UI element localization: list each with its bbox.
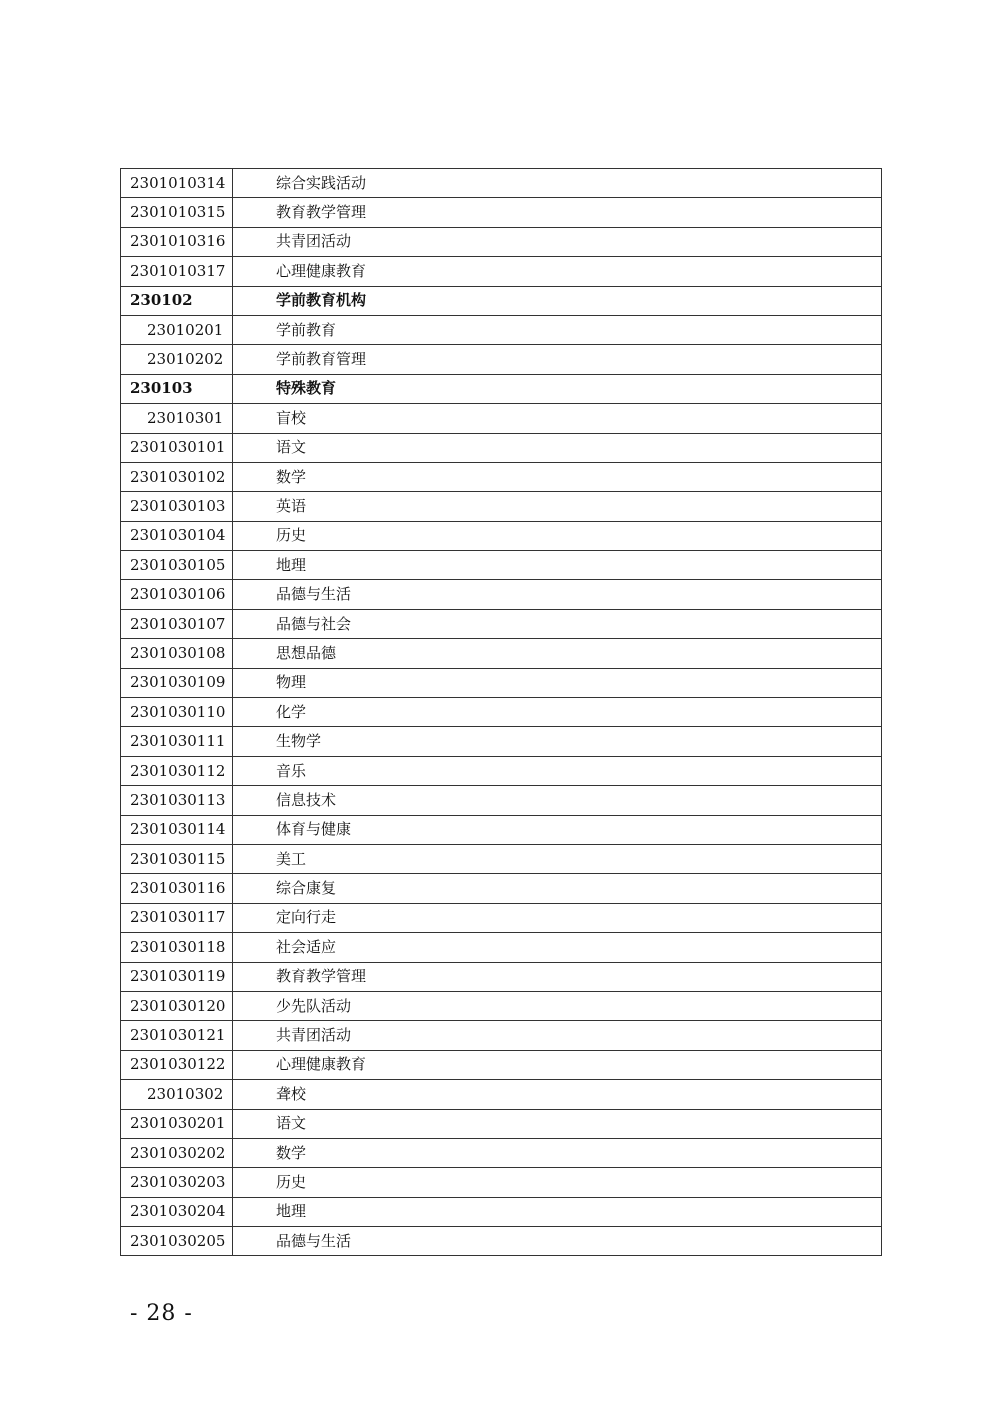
code-cell: 2301030113 <box>121 786 233 815</box>
table-row <box>121 991 882 1020</box>
table-row <box>121 315 882 344</box>
code-cell: 2301030202 <box>121 1138 233 1167</box>
table-row <box>121 1109 882 1138</box>
table-row <box>121 786 882 815</box>
code-cell: 2301030107 <box>121 609 233 638</box>
table-row <box>121 756 882 785</box>
table-row <box>121 551 882 580</box>
code-cell: 2301010314 <box>121 169 233 198</box>
name-cell: 品德与生活 <box>233 1227 882 1256</box>
name-cell: 历史 <box>233 521 882 550</box>
name-cell: 教育教学管理 <box>233 962 882 991</box>
code-cell: 230103 <box>121 374 233 403</box>
name-cell: 教育教学管理 <box>233 198 882 227</box>
table-row <box>121 198 882 227</box>
name-cell: 学前教育机构 <box>233 286 882 315</box>
name-cell: 地理 <box>233 551 882 580</box>
table-row <box>121 1138 882 1167</box>
name-cell: 信息技术 <box>233 786 882 815</box>
table-row <box>121 345 882 374</box>
name-cell: 物理 <box>233 668 882 697</box>
table-row <box>121 1197 882 1226</box>
code-cell: 23010301 <box>121 404 233 433</box>
code-cell: 2301010317 <box>121 257 233 286</box>
code-cell: 2301010316 <box>121 227 233 256</box>
name-cell: 聋校 <box>233 1080 882 1109</box>
name-cell: 地理 <box>233 1197 882 1226</box>
table-row <box>121 668 882 697</box>
name-cell: 思想品德 <box>233 639 882 668</box>
table-row <box>121 844 882 873</box>
name-cell: 学前教育管理 <box>233 345 882 374</box>
table-row <box>121 1021 882 1050</box>
code-cell: 2301030204 <box>121 1197 233 1226</box>
table-row <box>121 962 882 991</box>
page-number: - 28 - <box>130 1301 193 1326</box>
table-row <box>121 1227 882 1256</box>
name-cell: 心理健康教育 <box>233 257 882 286</box>
code-cell: 2301030110 <box>121 698 233 727</box>
code-cell: 230102 <box>121 286 233 315</box>
name-cell: 语文 <box>233 433 882 462</box>
name-cell: 学前教育 <box>233 315 882 344</box>
table-row <box>121 374 882 403</box>
code-cell: 2301030102 <box>121 462 233 491</box>
table-row <box>121 227 882 256</box>
table-row <box>121 1080 882 1109</box>
code-cell: 2301030118 <box>121 933 233 962</box>
table-row <box>121 609 882 638</box>
name-cell: 共青团活动 <box>233 1021 882 1050</box>
table-row <box>121 903 882 932</box>
table-row <box>121 286 882 315</box>
table-row <box>121 492 882 521</box>
name-cell: 综合实践活动 <box>233 169 882 198</box>
table-row <box>121 433 882 462</box>
code-cell: 2301030108 <box>121 639 233 668</box>
table-row <box>121 727 882 756</box>
code-cell: 2301030205 <box>121 1227 233 1256</box>
table-row <box>121 169 882 198</box>
table-row <box>121 815 882 844</box>
name-cell: 体育与健康 <box>233 815 882 844</box>
code-cell: 2301030114 <box>121 815 233 844</box>
name-cell: 盲校 <box>233 404 882 433</box>
code-cell: 2301030121 <box>121 1021 233 1050</box>
code-cell: 23010202 <box>121 345 233 374</box>
table-row <box>121 521 882 550</box>
table-row <box>121 257 882 286</box>
code-cell: 2301030111 <box>121 727 233 756</box>
name-cell: 少先队活动 <box>233 991 882 1020</box>
name-cell: 英语 <box>233 492 882 521</box>
name-cell: 共青团活动 <box>233 227 882 256</box>
code-table-body <box>121 169 882 1256</box>
name-cell: 品德与社会 <box>233 609 882 638</box>
code-cell: 2301030112 <box>121 756 233 785</box>
code-cell: 2301030120 <box>121 991 233 1020</box>
name-cell: 语文 <box>233 1109 882 1138</box>
name-cell: 美工 <box>233 844 882 873</box>
table-row <box>121 404 882 433</box>
code-cell: 2301030203 <box>121 1168 233 1197</box>
table-row <box>121 933 882 962</box>
name-cell: 社会适应 <box>233 933 882 962</box>
code-cell: 2301030103 <box>121 492 233 521</box>
code-cell: 2301030105 <box>121 551 233 580</box>
name-cell: 品德与生活 <box>233 580 882 609</box>
name-cell: 数学 <box>233 462 882 491</box>
code-cell: 2301030101 <box>121 433 233 462</box>
name-cell: 历史 <box>233 1168 882 1197</box>
classification-code-table <box>120 168 882 1256</box>
table-row <box>121 874 882 903</box>
name-cell: 心理健康教育 <box>233 1050 882 1079</box>
table-row <box>121 462 882 491</box>
code-cell: 2301030116 <box>121 874 233 903</box>
code-cell: 2301030201 <box>121 1109 233 1138</box>
code-cell: 2301030117 <box>121 903 233 932</box>
table-row <box>121 698 882 727</box>
code-cell: 2301030115 <box>121 844 233 873</box>
code-cell: 23010302 <box>121 1080 233 1109</box>
code-cell: 2301030122 <box>121 1050 233 1079</box>
name-cell: 音乐 <box>233 756 882 785</box>
name-cell: 数学 <box>233 1138 882 1167</box>
code-cell: 23010201 <box>121 315 233 344</box>
name-cell: 化学 <box>233 698 882 727</box>
code-cell: 2301030104 <box>121 521 233 550</box>
table-row <box>121 1050 882 1079</box>
name-cell: 特殊教育 <box>233 374 882 403</box>
name-cell: 综合康复 <box>233 874 882 903</box>
table-row <box>121 639 882 668</box>
name-cell: 定向行走 <box>233 903 882 932</box>
table-row <box>121 580 882 609</box>
table-row <box>121 1168 882 1197</box>
code-cell: 2301010315 <box>121 198 233 227</box>
code-cell: 2301030119 <box>121 962 233 991</box>
code-cell: 2301030106 <box>121 580 233 609</box>
name-cell: 生物学 <box>233 727 882 756</box>
code-cell: 2301030109 <box>121 668 233 697</box>
